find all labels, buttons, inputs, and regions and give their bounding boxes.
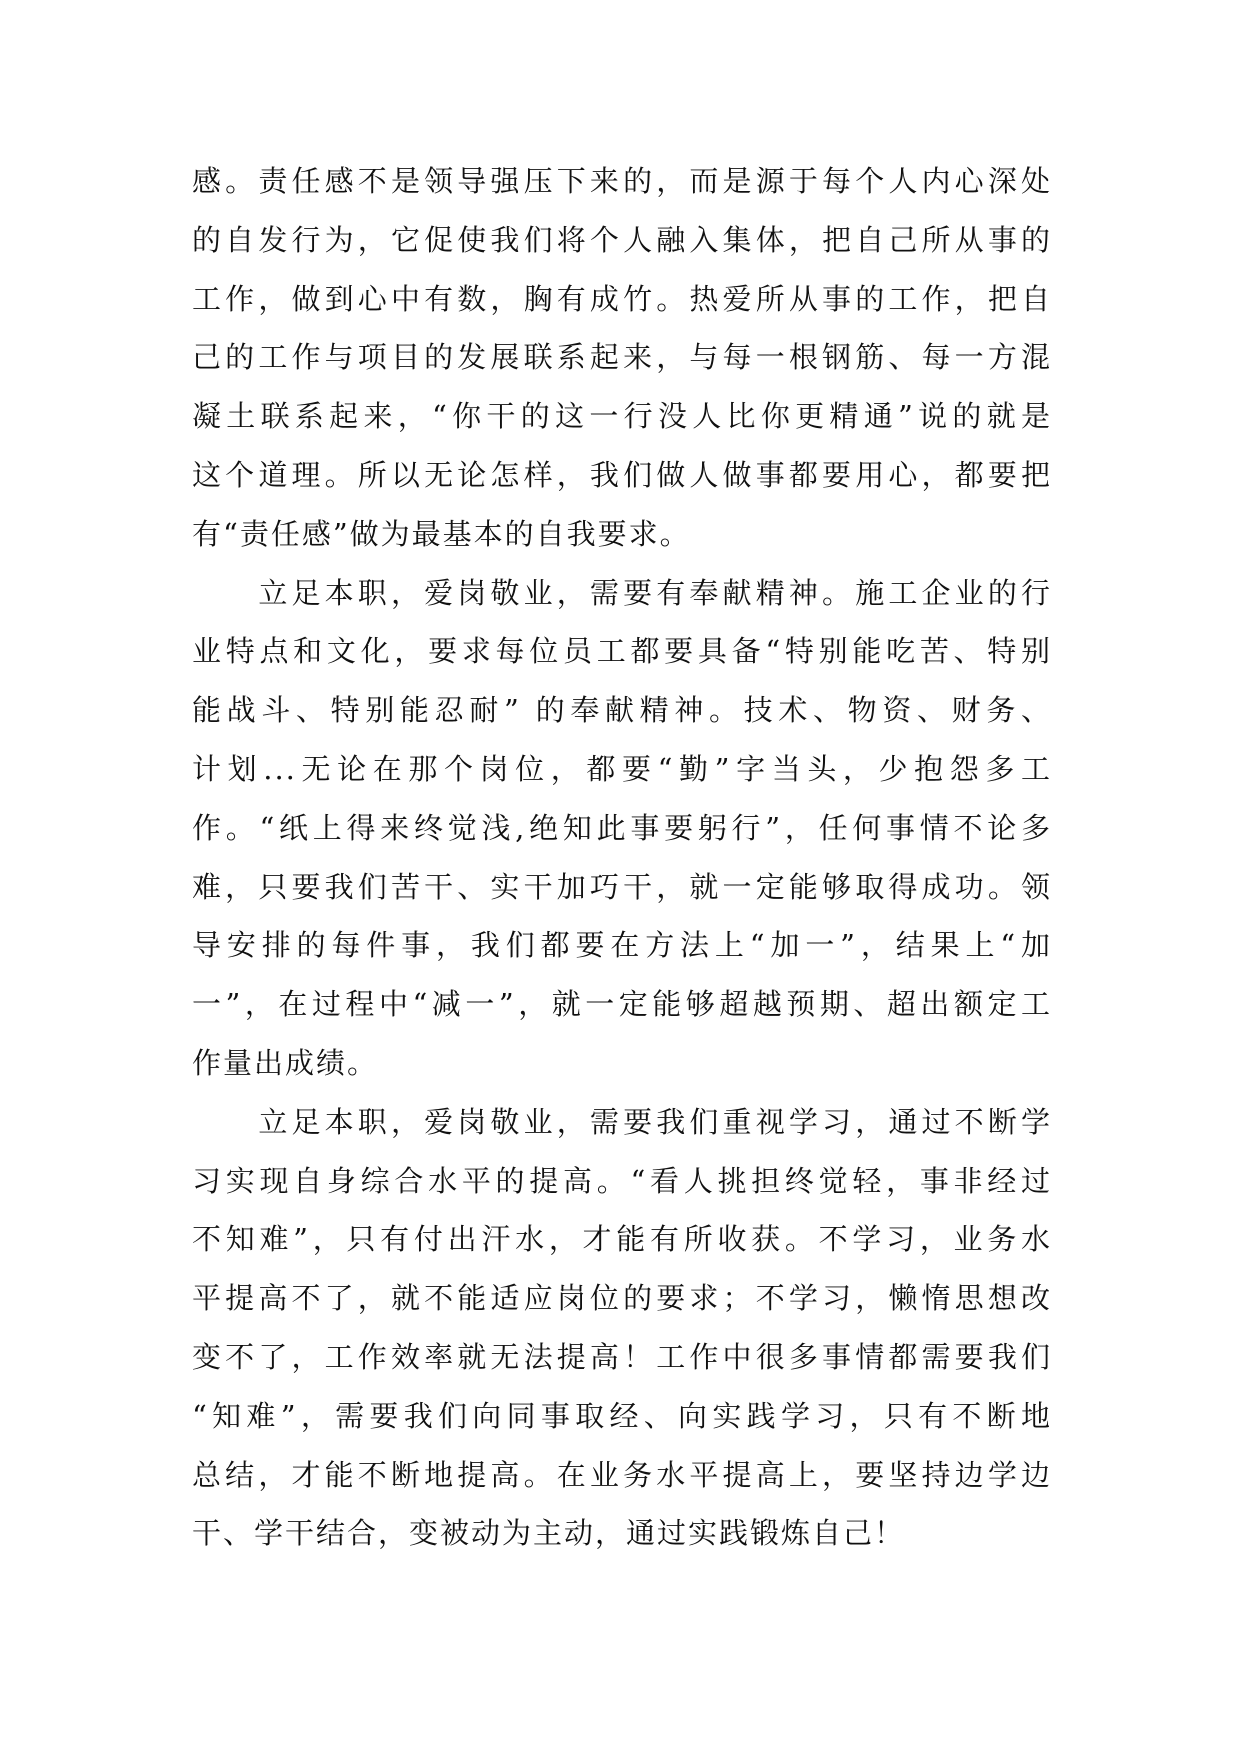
- paragraph-responsibility: [192, 152, 1052, 564]
- text-line: 作量出成绩。: [192, 1045, 379, 1080]
- text-line: 作。“纸上得来终觉浅,绝知此事要躬行”，任何事情不论多: [192, 810, 1052, 845]
- text-line: 一”，在过程中“减一”，就一定能够超越预期、超出额定工: [192, 987, 1052, 1022]
- text-line: 立足本职，爱岗敬业，需要我们重视学习，通过不断学: [192, 1104, 1052, 1139]
- document-body: [192, 152, 1052, 1563]
- text-line: 能战斗、特别能忍耐” 的奉献精神。技术、物资、财务、: [192, 693, 1052, 728]
- text-line: 凝土联系起来，“你干的这一行没人比你更精通”说的就是: [192, 399, 1052, 434]
- text-line: 难，只要我们苦干、实干加巧干，就一定能够取得成功。领: [192, 869, 1052, 904]
- text-line: 变不了，工作效率就无法提高！工作中很多事情都需要我们: [192, 1339, 1052, 1374]
- text-line: 立足本职，爱岗敬业，需要有奉献精神。施工企业的行: [192, 575, 1052, 610]
- text-line: 计划...无论在那个岗位，都要“勤”字当头，少抱怨多工: [192, 751, 1052, 786]
- text-line: 总结，才能不断地提高。在业务水平提高上，要坚持边学边: [192, 1457, 1052, 1492]
- paragraph-learning: [192, 1093, 1052, 1563]
- text-line: “知难”，需要我们向同事取经、向实践学习，只有不断地: [192, 1398, 1052, 1433]
- text-line: 有“责任感”做为最基本的自我要求。: [192, 516, 691, 551]
- text-line: 业特点和文化，要求每位员工都要具备“特别能吃苦、特别: [192, 634, 1052, 669]
- paragraph-dedication: [192, 564, 1052, 1093]
- text-line: 不知难”，只有付出汗水，才能有所收获。不学习，业务水: [192, 1222, 1052, 1257]
- text-line: 己的工作与项目的发展联系起来，与每一根钢筋、每一方混: [192, 340, 1052, 375]
- text-line: 工作，做到心中有数，胸有成竹。热爱所从事的工作，把自: [192, 281, 1052, 316]
- text-line: 习实现自身综合水平的提高。“看人挑担终觉轻，事非经过: [192, 1163, 1052, 1198]
- text-line: 感。责任感不是领导强压下来的，而是源于每个人内心深处: [192, 164, 1052, 198]
- text-line: 的自发行为，它促使我们将个人融入集体，把自己所从事的: [192, 222, 1052, 257]
- text-line: 导安排的每件事，我们都要在方法上“加一”，结果上“加: [192, 928, 1052, 963]
- text-line: 这个道理。所以无论怎样，我们做人做事都要用心，都要把: [192, 457, 1052, 492]
- text-line: 平提高不了，就不能适应岗位的要求；不学习，懒惰思想改: [192, 1281, 1052, 1316]
- text-line: 干、学干结合，变被动为主动，通过实践锻炼自己！: [192, 1516, 906, 1551]
